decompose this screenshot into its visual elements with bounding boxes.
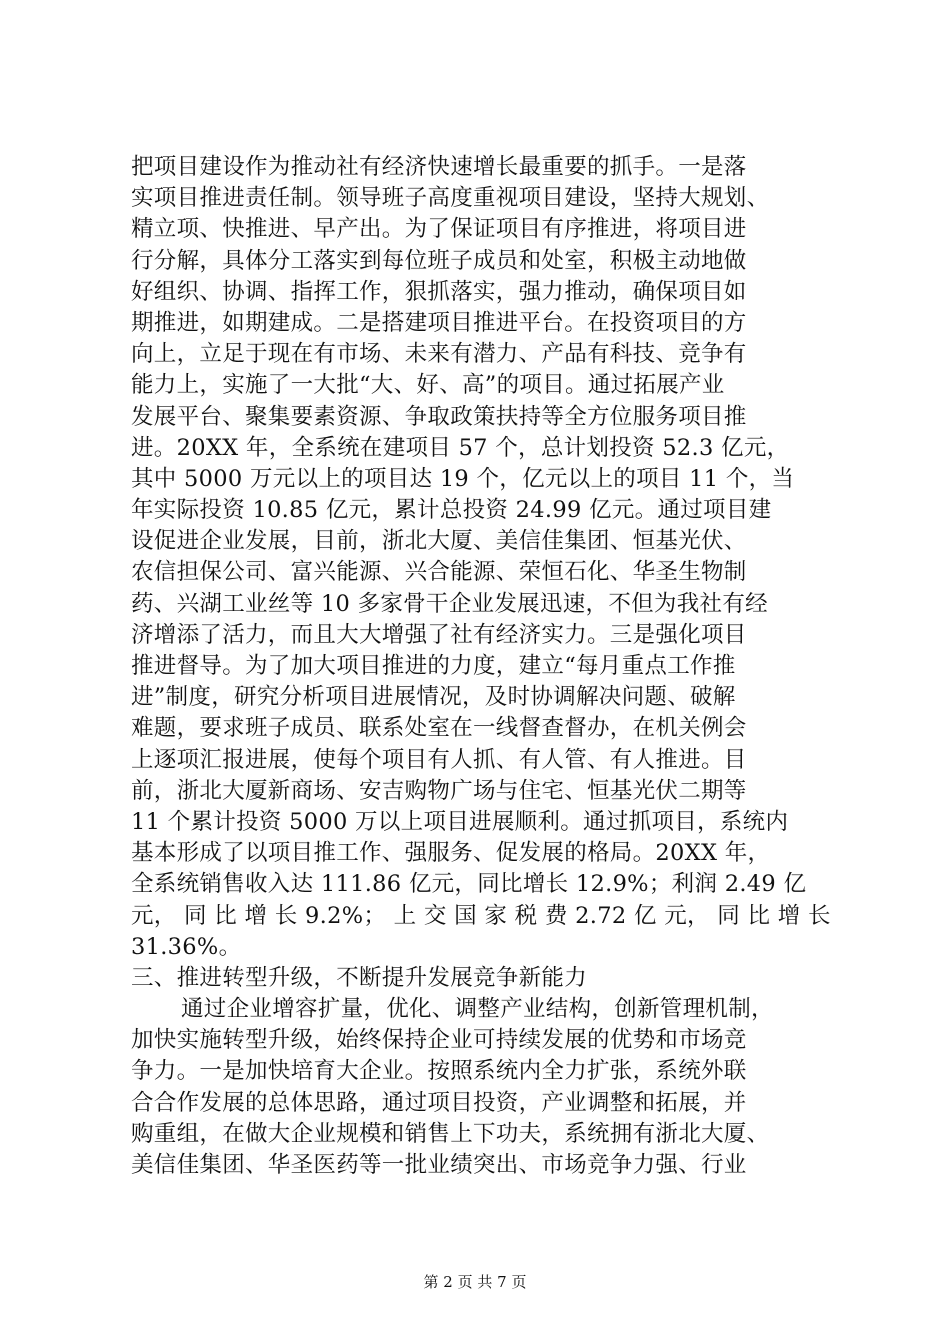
text-line: 进。20XX 年，全系统在建项目 57 个，总计划投资 52.3 亿元， bbox=[131, 434, 790, 461]
text-line: 上逐项汇报进展，使每个项目有人抓、有人管、有人推进。目 bbox=[131, 746, 747, 773]
text-line: 合合作发展的总体思路，通过项目投资，产业调整和拓展，并 bbox=[131, 1089, 747, 1116]
text-line: 难题，要求班子成员、联系处室在一线督查督办，在机关例会 bbox=[131, 715, 747, 742]
text-line: 进”制度，研究分析项目进展情况，及时协调解决问题、破解 bbox=[131, 684, 736, 711]
text-line: 加快实施转型升级，始终保持企业可持续发展的优势和市场竞 bbox=[131, 1027, 747, 1054]
text-line: 争力。一是加快培育大企业。按照系统内全力扩张，系统外联 bbox=[131, 1058, 747, 1085]
text-line: 前，浙北大厦新商场、安吉购物广场与住宅、恒基光伏二期等 bbox=[131, 777, 747, 804]
text-line: 精立项、快推进、早产出。为了保证项目有序推进，将项目进 bbox=[131, 216, 747, 243]
text-line: 农信担保公司、富兴能源、兴合能源、荣恒石化、华圣生物制 bbox=[131, 559, 747, 586]
text-line: 购重组，在做大企业规模和销售上下功夫，系统拥有浙北大厦、 bbox=[131, 1120, 770, 1147]
text-line: 推进督导。为了加大项目推进的力度，建立“每月重点工作推 bbox=[131, 653, 736, 679]
text-line: 其中 5000 万元以上的项目达 19 个，亿元以上的项目 11 个，当 bbox=[131, 465, 795, 492]
text-line: 年实际投资 10.85 亿元，累计总投资 24.99 亿元。通过项目建 bbox=[131, 497, 772, 524]
text-line: 31.36%。 bbox=[131, 933, 242, 960]
text-line: 行分解，具体分工落实到每位班子成员和处室，积极主动地做 bbox=[131, 247, 747, 274]
text-line: 美信佳集团、华圣医药等一批业绩突出、市场竞争力强、行业 bbox=[131, 1152, 747, 1178]
text-line: 把项目建设作为推动社有经济快速增长最重要的抓手。一是落 bbox=[131, 154, 747, 180]
section-heading: 三、推进转型升级，不断提升发展竞争新能力 bbox=[131, 964, 588, 991]
text-line: 期推进，如期建成。二是搭建项目推进平台。在投资项目的方 bbox=[131, 309, 747, 336]
text-line: 向上，立足于现在有市场、未来有潜力、产品有科技、竞争有 bbox=[131, 341, 747, 368]
page-number: 第 2 页 共 7 页 bbox=[423, 1273, 527, 1291]
text-line: 通过企业增容扩量，优化、调整产业结构，创新管理机制， bbox=[181, 996, 774, 1023]
text-line: 发展平台、聚集要素资源、争取政策扶持等全方位服务项目推 bbox=[131, 403, 747, 430]
text-line: 基本形成了以项目推工作、强服务、促发展的格局。20XX 年， bbox=[131, 840, 771, 867]
text-line: 药、兴湖工业丝等 10 多家骨干企业发展迅速，不但为我社有经 bbox=[131, 590, 768, 617]
text-line: 全系统销售收入达 111.86 亿元，同比增长 12.9%；利润 2.49 亿 bbox=[131, 871, 807, 898]
text-line: 设促进企业发展，目前，浙北大厦、美信佳集团、恒基光伏、 bbox=[131, 528, 747, 555]
text-line: 能力上，实施了一大批“大、好、高”的项目。通过拓展产业 bbox=[131, 372, 725, 399]
text-line: 济增添了活力，而且大大增强了社有经济实力。三是强化项目 bbox=[131, 621, 747, 648]
page-footer bbox=[0, 1273, 950, 1291]
text-line: 11 个累计投资 5000 万以上项目进展顺利。通过抓项目，系统内 bbox=[131, 808, 789, 835]
text-line: 实项目推进责任制。领导班子高度重视项目建设，坚持大规划、 bbox=[131, 185, 770, 212]
body-text bbox=[131, 152, 831, 1181]
text-line: 元， 同 比 增 长 9.2%； 上 交 国 家 税 费 2.72 亿 元， 同 比 增 长 bbox=[131, 902, 831, 929]
text-line: 好组织、协调、指挥工作，狠抓落实，强力推动，确保项目如 bbox=[131, 278, 747, 305]
